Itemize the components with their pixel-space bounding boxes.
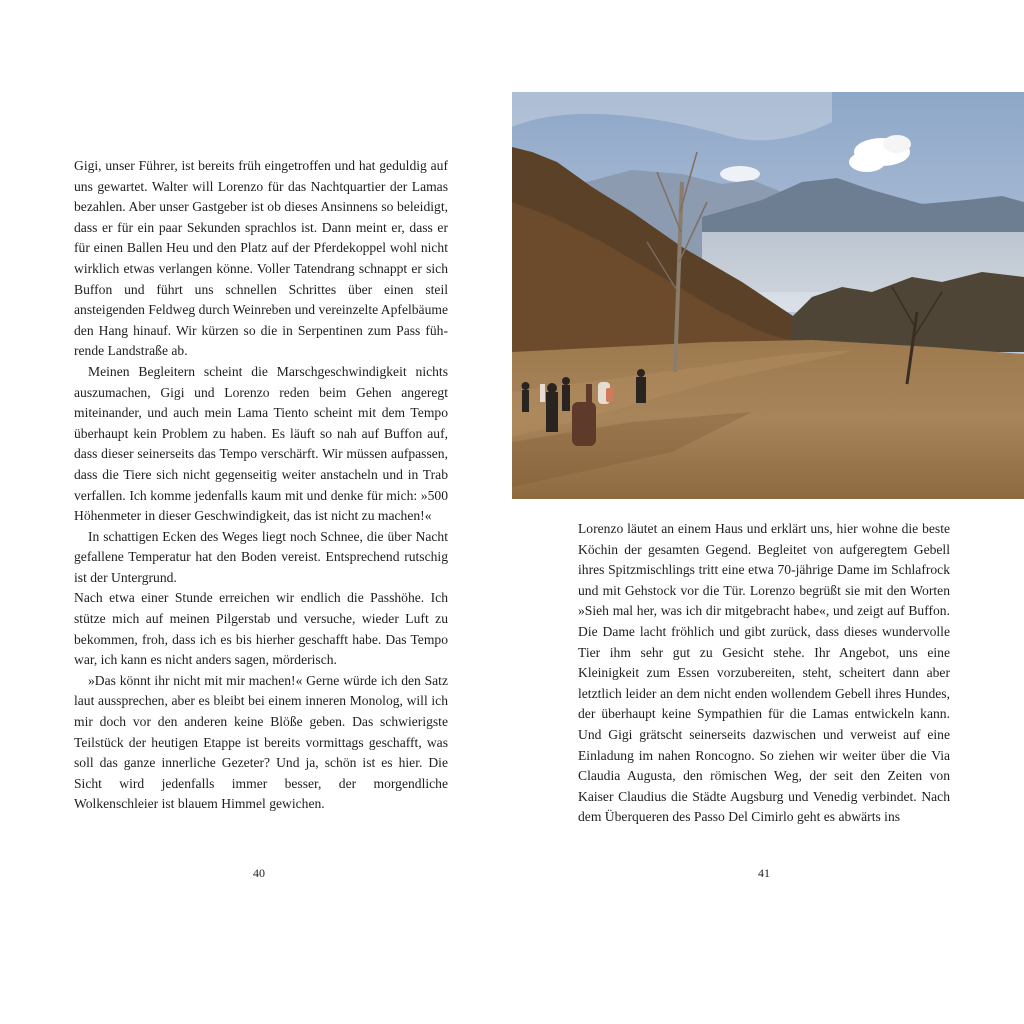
paragraph: Meinen Begleitern scheint die Marschgeschwindigkeit nichts auszumachen, Gigi und Lorenzo reden beim Gehen angeregt miteinander, und auch mein Lama Tiento scheint mit dem Tempo überhaupt kein Problem zu haben. Es läuft so nah auf Buffon auf, dass dieser seinerseits das Tempo verschärft. Wir müssen aufpassen, dass die Tiere sich nicht gegenseitig weiter anstacheln und in Trab verfallen. Ich komme jedenfalls kaum mit und denke für mich: »500 Höhenmeter in dieser Geschwindigkeit, das ist nicht zu machen!« xyxy=(74,363,448,524)
right-page xyxy=(512,0,1024,1024)
paragraph: Gigi, unser Führer, ist bereits früh eingetroffen und hat geduldig auf uns gewartet. Walter will Lorenzo für das Nachtquartier der Lamas bezahlen. Aber unser Gastgeber ist ob dieses Ansinnens so beleidigt, dass er für ein paar Sekunden sprachlos ist. Dann meint er, dass er für einen Ballen Heu und den Platz auf der Pferdekoppel wohl nicht wirklich etwas verlangen könne. Voller Tatendrang schnappt er sich Buffon und führt uns schnellen Schrittes über einen steil ansteigenden Feldweg durch Weinreben und vereinzelte Apfelbäume den Hang hinauf. Wir kürzen so die in Serpentinen zum Pass führende Landstraße ab. xyxy=(74,158,448,359)
paragraph: Nach etwa einer Stunde erreichen wir endlich die Passhöhe. Ich stütze mich auf meinen Pilgerstab und versuche, wieder Luft zu bekommen, froh, dass ich es bis hierher geschafft habe. Das Tempo war, ich kann es nicht anders sagen, mörderisch. xyxy=(74,590,448,668)
right-page-text xyxy=(578,519,950,828)
paragraph: Lorenzo läutet an einem Haus und erklärt uns, hier wohne die beste Köchin der gesamten Gegend. Begleitet von aufgeregtem Gebell ihres Spitzmischlings tritt eine etwa 70-jährige Dame im Schlafrock und mit Gehstock vor die Tür. Lorenzo begrüßt sie mit den Worten »Sieh mal her, was ich dir mitgebracht habe«, und zeigt auf Buffon. Die Dame lacht fröhlich und gibt zurück, dass dieses wundervolle Tier ihm sehr gut zu Gesicht stehe. Ihr Angebot, uns eine Kleinigkeit zum Essen vorzubereiten, steht, scheitert dann aber letztlich leider an dem nicht enden wollendem Gebell ihres Hundes, der überhaupt keine Sympathien für die Lamas entwickeln kann. Und Gigi grätscht seinerseits dazwischen und verweist auf eine Einladung im nahen Roncogno. So ziehen wir weiter über die Via Claudia Augusta, den römischen Weg, der seit den Zeiten von Kaiser Claudius die Städte Augsburg und Venedig verbindet. Nach dem Überqueren des Passo Del Cimirlo geht es abwärts ins xyxy=(578,521,950,825)
paragraph: In schattigen Ecken des Weges liegt noch Schnee, die über Nacht gefallene Temperatur hat den Boden vereist. Entsprechend rutschig ist der Untergrund. xyxy=(74,528,448,585)
landscape-photo xyxy=(512,92,1024,499)
left-page-text xyxy=(74,156,448,815)
page-number-right: 41 xyxy=(758,866,770,880)
paragraph: »Das könnt ihr nicht mit mir machen!« Gerne würde ich den Satz laut aussprechen, aber es bleibt bei einem inneren Monolog, will ich mir doch vor den anderen keine Blöße geben. Das schwierigste Teilstück der heutigen Etappe ist bereits vormittags geschafft, was soll das ganze innerliche Gezeter? Und ja, schön ist es hier. Die Sicht wird jedenfalls immer besser, der morgendliche Wolkenschleier ist blauem Himmel gewichen. xyxy=(74,672,448,812)
page-number-left: 40 xyxy=(253,866,265,880)
